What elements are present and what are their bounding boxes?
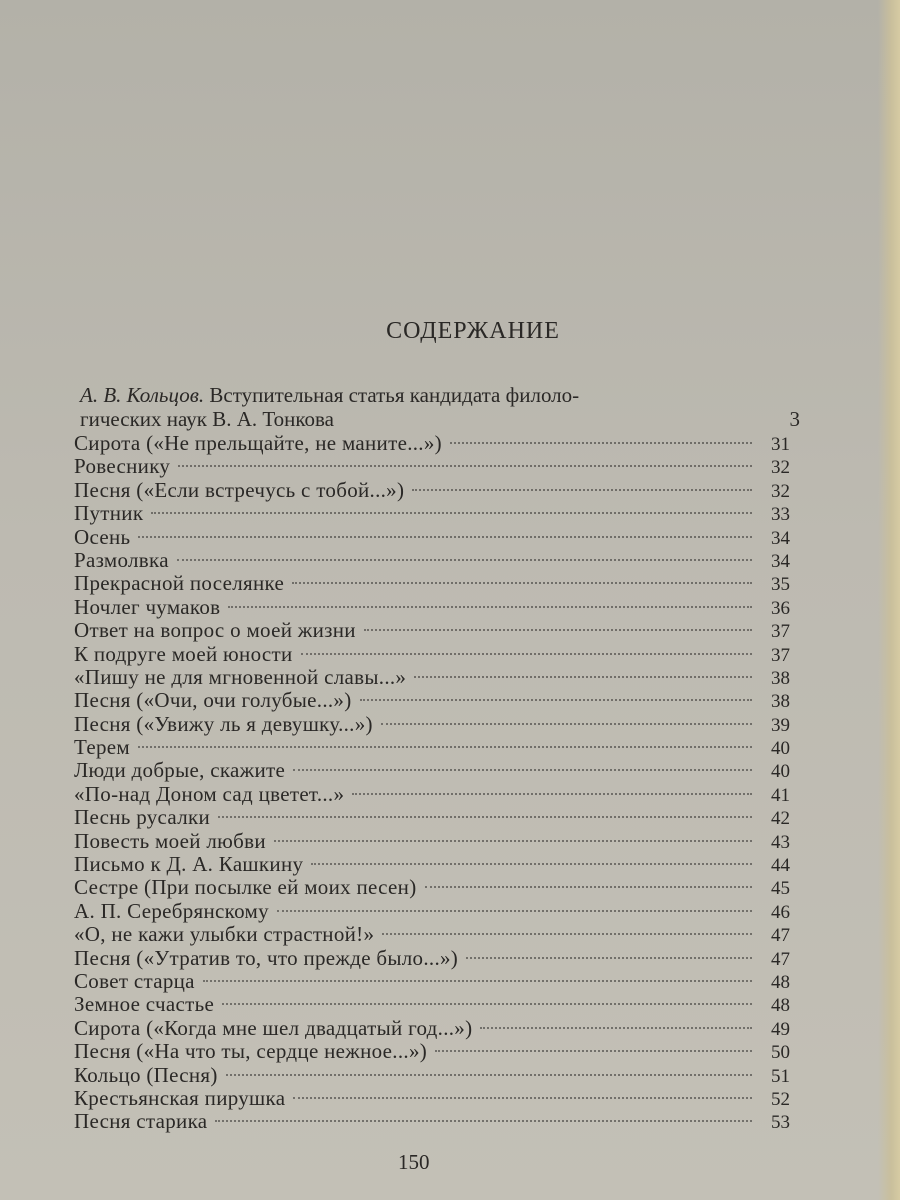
leader-dots — [177, 559, 752, 561]
toc-entry-title: Люди добрые, скажите — [74, 758, 286, 783]
leader-dots — [364, 629, 752, 631]
toc-entry-title: Крестьянская пирушка — [74, 1085, 286, 1110]
leader-dots — [274, 840, 752, 842]
intro-line-1-text: Вступительная статья кандидата филоло- — [204, 383, 580, 407]
toc-entry-title: Ночлег чумаков — [74, 594, 221, 619]
toc-entry-title: «О, не кажи улыбки страстной!» — [74, 922, 375, 947]
leader-dots — [414, 676, 752, 678]
toc-entry — [74, 1087, 790, 1110]
toc-entry-title: Сирота («Когда мне шел двадцатый год...») — [74, 1015, 473, 1040]
toc-entry-title: Сирота («Не прельщайте, не маните...») — [74, 431, 442, 455]
leader-dots — [382, 933, 752, 935]
leader-dots — [301, 653, 752, 655]
leader-dots — [228, 606, 752, 608]
toc-entry-page: 43 — [771, 831, 790, 853]
toc-entry — [74, 1017, 790, 1040]
toc-entry-title: Песня («Очи, очи голубые...») — [74, 688, 352, 713]
toc-list — [74, 432, 790, 1134]
leader-dots — [215, 1120, 752, 1122]
toc-entry — [74, 713, 790, 736]
toc-entry — [74, 572, 790, 595]
toc-entry — [74, 1040, 790, 1063]
toc-entry-page: 38 — [771, 691, 790, 713]
intro-author: А. В. Кольцов. — [80, 383, 205, 407]
toc-entry — [74, 689, 790, 712]
toc-entry-title: Ровеснику — [74, 454, 171, 479]
toc-entry-title: Ответ на вопрос о моей жизни — [74, 618, 356, 643]
toc-entry-title: Кольцо (Песня) — [74, 1062, 218, 1087]
leader-dots — [352, 793, 752, 795]
toc-entry-page: 40 — [771, 761, 790, 783]
leader-dots — [334, 407, 790, 431]
toc-entry-title: Песня («Увижу ль я девушку...») — [74, 711, 373, 736]
leader-dots — [138, 746, 752, 748]
leader-dots — [293, 769, 752, 771]
toc-entry-title: Терем — [74, 735, 130, 760]
toc-entry-title: Путник — [74, 501, 144, 526]
toc-entry-page: 41 — [771, 784, 790, 806]
toc-entry-title: Размолвка — [74, 547, 169, 572]
leader-dots — [412, 489, 752, 491]
leader-dots — [293, 1097, 752, 1099]
toc-entry-page: 37 — [771, 621, 790, 643]
toc-entry-page: 49 — [771, 1018, 790, 1040]
toc-entry-page: 32 — [771, 457, 790, 479]
toc-entry — [74, 783, 790, 806]
leader-dots — [218, 816, 752, 818]
leader-dots — [222, 1003, 752, 1005]
contents-heading: СОДЕРЖАНИЕ — [386, 318, 560, 344]
leader-dots — [425, 886, 753, 888]
leader-dots — [151, 512, 752, 514]
leader-dots — [466, 957, 752, 959]
toc-entry-page: 47 — [771, 925, 790, 947]
toc-entry-page: 32 — [771, 480, 790, 502]
toc-entry — [74, 759, 790, 782]
toc-entry-page: 45 — [771, 878, 790, 900]
toc-entry-title: Песня старика — [74, 1109, 208, 1134]
toc-entry-page: 53 — [771, 1112, 790, 1134]
page-edge — [878, 0, 900, 1200]
toc-entry-page: 51 — [771, 1065, 790, 1087]
toc-entry-page: 50 — [771, 1042, 790, 1064]
toc-entry — [74, 923, 790, 946]
toc-entry — [74, 432, 790, 455]
toc-entry-title: «По-над Доном сад цветет...» — [74, 781, 345, 806]
toc-entry-page: 36 — [771, 597, 790, 619]
leader-dots — [178, 465, 752, 467]
toc-entry — [74, 596, 790, 619]
toc-entry — [74, 993, 790, 1016]
leader-dots — [435, 1050, 752, 1052]
toc-entry — [74, 526, 790, 549]
toc-entry — [74, 479, 790, 502]
toc-entry — [74, 736, 790, 759]
toc-entry-page: 34 — [771, 527, 790, 549]
leader-dots — [138, 536, 752, 538]
toc-entry — [74, 947, 790, 970]
toc-entry — [74, 1064, 790, 1087]
toc-entry — [74, 666, 790, 689]
leader-dots — [450, 442, 752, 444]
toc-entry-title: А. П. Серебрянскому — [74, 898, 269, 923]
intro-line-2 — [80, 407, 800, 431]
toc-entry-page: 52 — [771, 1088, 790, 1110]
leader-dots — [381, 723, 752, 725]
toc-entry — [74, 1110, 790, 1133]
toc-entry-title: Совет старца — [74, 968, 195, 993]
toc-entry-page: 34 — [771, 550, 790, 572]
toc-entry-page: 48 — [771, 995, 790, 1017]
intro-line-2-text: гических наук В. А. Тонкова — [80, 407, 334, 431]
toc-entry-page: 42 — [771, 808, 790, 830]
toc-entry-page: 44 — [771, 855, 790, 877]
toc-entry — [74, 619, 790, 642]
toc-entry-title: Прекрасной поселянке — [74, 571, 285, 596]
toc-entry-title: Повесть моей любви — [74, 828, 266, 853]
toc-entry-page: 33 — [771, 504, 790, 526]
toc-entry-title: Письмо к Д. А. Кашкину — [74, 852, 304, 877]
intro-page: 3 — [789, 407, 800, 431]
toc-entry — [74, 549, 790, 572]
toc-entry-title: Осень — [74, 524, 131, 549]
leader-dots — [226, 1074, 752, 1076]
toc-entry-page: 37 — [771, 644, 790, 666]
leader-dots — [292, 582, 752, 584]
toc-entry — [74, 876, 790, 899]
toc-entry-title: Земное счастье — [74, 992, 215, 1017]
toc-entry — [74, 502, 790, 525]
leader-dots — [360, 699, 752, 701]
toc-entry-page: 39 — [771, 714, 790, 736]
leader-dots — [277, 910, 752, 912]
toc-entry-page: 48 — [771, 971, 790, 993]
toc-entry — [74, 900, 790, 923]
toc-entry-page: 46 — [771, 901, 790, 923]
toc-entry — [74, 853, 790, 876]
toc-entry-title: Сестре (При посылке ей моих песен) — [74, 875, 417, 900]
leader-dots — [203, 980, 752, 982]
toc-entry-page: 31 — [771, 434, 790, 455]
toc-entry-page: 40 — [771, 738, 790, 760]
toc-entry — [74, 830, 790, 853]
toc-entry-title: Песнь русалки — [74, 805, 211, 830]
toc-entry-title: Песня («Утратив то, что прежде было...») — [74, 945, 459, 970]
toc-entry — [74, 970, 790, 993]
toc-entry-page: 35 — [771, 574, 790, 596]
leader-dots — [311, 863, 752, 865]
toc-entry-page: 47 — [771, 948, 790, 970]
intro-entry — [80, 383, 800, 431]
toc-entry-title: Песня («Если встречусь с тобой...») — [74, 477, 405, 502]
toc-entry — [74, 643, 790, 666]
toc-entry-title: Песня («На что ты, сердце нежное...») — [74, 1039, 428, 1064]
toc-entry-title: «Пишу не для мгновенной славы...» — [74, 664, 407, 689]
leader-dots — [480, 1027, 752, 1029]
toc-entry-page: 38 — [771, 667, 790, 689]
toc-entry-title: К подруге моей юности — [74, 641, 293, 666]
page-number: 150 — [398, 1150, 430, 1174]
intro-line-1 — [80, 383, 800, 407]
toc-entry — [74, 455, 790, 478]
toc-entry — [74, 806, 790, 829]
